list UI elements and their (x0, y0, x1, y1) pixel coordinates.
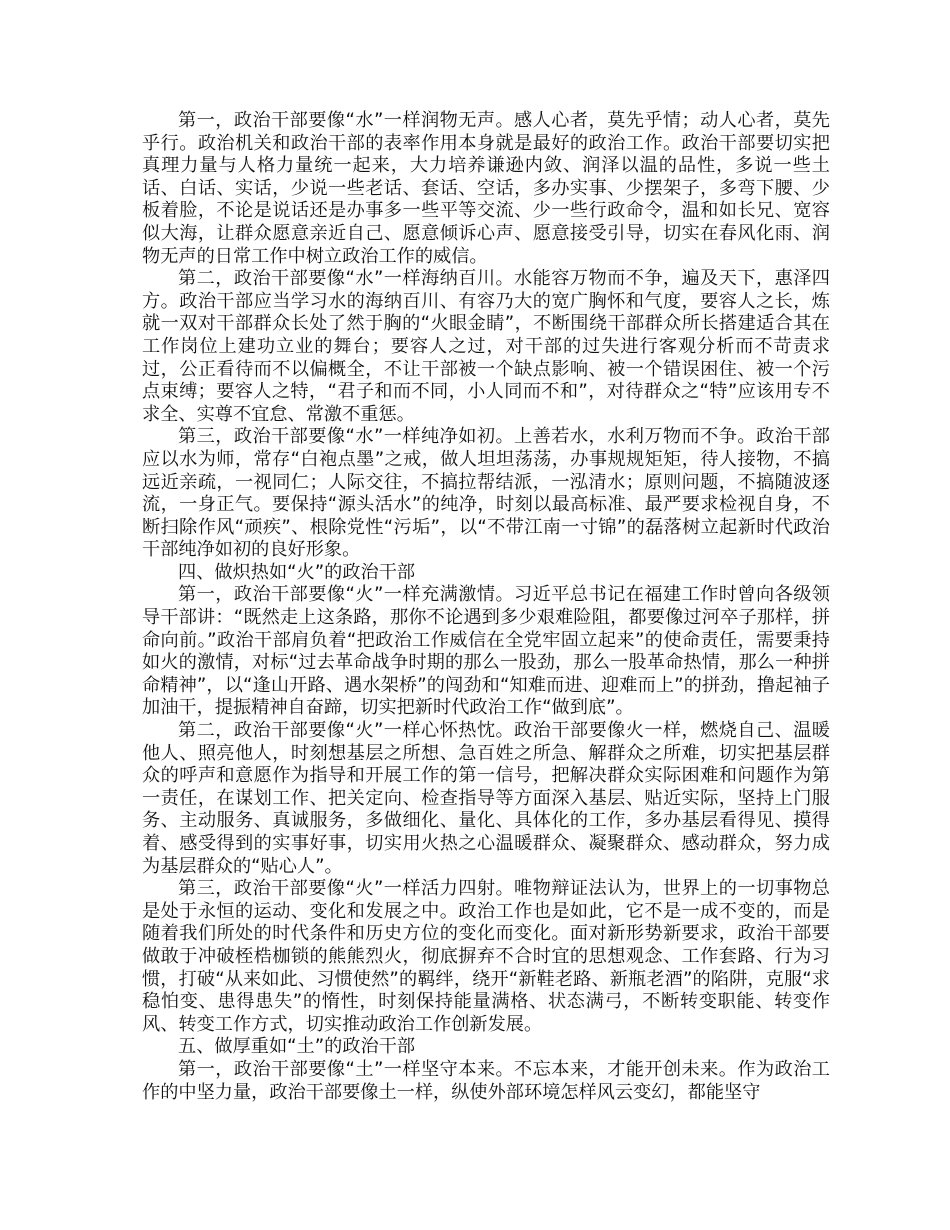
section-heading-fire: 四、做炽热如“火”的政治干部 (178, 561, 416, 583)
paragraph-water-2: 第二，政治干部要像“水”一样海纳百川。水能容万物而不争，遍及天下，惠泽四方。政治干部应当学习水的海纳百川、有容乃大的宽广胸怀和气度，要容人之长，炼就一双对干部群众长处了然于胸的“火眼金睛”，不断围绕干部群众所长搭建适合其在工作岗位上建功立业的舞台；要容人之过，对干部的过失进行客观分析而不苛责求过，公正看待而不以偏概全，不让干部被一个缺点影响、被一个错误困住、被一个污点束缚；要容人之特，“君子和而不同，小人同而不和”，对待群众之“特”应该用专不求全、实尊不宜怠、常激不重惩。 (142, 268, 830, 425)
paragraph-earth-1: 第一，政治干部要像“土”一样坚守本来。不忘本来，才能开创未来。作为政治工作的中坚力量，政治干部要像土一样，纵使外部环境怎样风云变幻，都能坚守 (142, 1058, 830, 1103)
paragraph-water-3: 第三，政治干部要像“水”一样纯净如初。上善若水，水利万物而不争。政治干部应以水为师，常存“白袍点墨”之戒，做人坦坦荡荡，办事规规矩矩，待人接物，不搞远近亲疏，一视同仁；人际交往，不搞拉帮结派，一泓清水；原则问题，不搞随波逐流，一身正气。要保持“源头活水”的纯净，时刻以最高标准、最严要求检视自身，不断扫除作风“顽疾”、根除党性“污垢”，以“不带江南一寸锦”的磊落树立起新时代政治干部纯净如初的良好形象。 (142, 426, 830, 561)
paragraph-fire-3: 第三，政治干部要像“火”一样活力四射。唯物辩证法认为，世界上的一切事物总是处于永恒的运动、变化和发展之中。政治工作也是如此，它不是一成不变的，而是随着我们所处的时代条件和历史方位的变化而变化。面对新形势新要求，政治干部要做敢于冲破桎梏枷锁的熊熊烈火，彻底摒弃不合时宜的思想观念、工作套路、行为习惯，打破“从来如此、习惯使然”的羁绊，绕开“新鞋老路、新瓶老酒”的陷阱，克服“求稳怕变、患得患失”的惰性，时刻保持能量满格、状态满弓，不断转变职能、转变作风、转变工作方式，切实推动政治工作创新发展。 (142, 878, 830, 1035)
paragraph-water-1: 第一，政治干部要像“水”一样润物无声。感人心者，莫先乎情；动人心者，莫先乎行。政治机关和政治干部的表率作用本身就是最好的政治工作。政治干部要切实把真理力量与人格力量统一起来，大力培养谦逊内敛、润泽以温的品性，多说一些土话、白话、实话，少说一些老话、套话、空话，多办实事、少摆架子，多弯下腰、少板着脸，不论是说话还是办事多一些平等交流、少一些行政命令，温和如长兄、宽容似大海，让群众愿意亲近自己、愿意倾诉心声、愿意接受引导，切实在春风化雨、润物无声的日常工作中树立政治工作的威信。 (142, 110, 830, 267)
paragraph-fire-1: 第一，政治干部要像“火”一样充满激情。习近平总书记在福建工作时曾向各级领导干部讲：“既然走上这条路，那你不论遇到多少艰难险阻，都要像过河卒子那样，拼命向前。”政治干部肩负着“把政治工作威信在全党牢固立起来”的使命责任，需要秉持如火的激情，对标“过去革命战争时期的那么一股劲，那么一股革命热情，那么一种拼命精神”，以“逢山开路、遇水架桥”的闯劲和“知难而进、迎难而上”的拼劲，撸起袖子加油干，提振精神自奋蹄，切实把新时代政治工作“做到底”。 (142, 584, 830, 719)
paragraph-fire-2: 第二，政治干部要像“火”一样心怀热忱。政治干部要像火一样，燃烧自己、温暖他人、照亮他人，时刻想基层之所想、急百姓之所急、解群众之所难，切实把基层群众的呼声和意愿作为指导和开展工作的第一信号，把解决群众实际困难和问题作为第一责任，在谋划工作、把关定向、检查指导等方面深入基层、贴近实际，坚持上门服务、主动服务、真诚服务，多做细化、量化、具体化的工作，多办基层看得见、摸得着、感受得到的实事好事，切实用火热之心温暖群众、凝聚群众、感动群众，努力成为基层群众的“贴心人”。 (142, 720, 830, 877)
document-body (142, 110, 830, 1104)
section-heading-earth: 五、做厚重如“土”的政治干部 (178, 1036, 416, 1058)
